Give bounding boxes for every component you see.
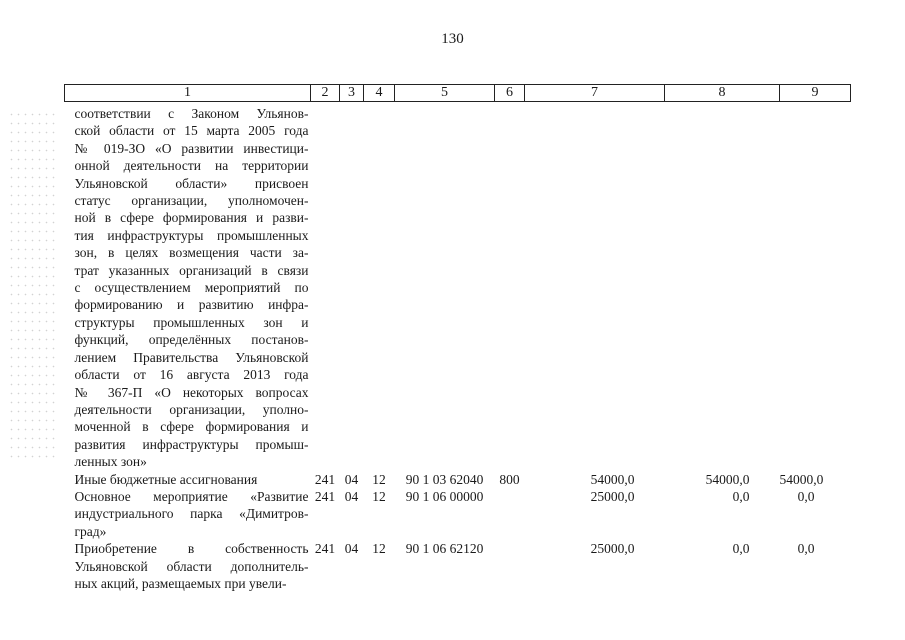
description-line: функций, определённых постанов- <box>74 332 309 348</box>
table-header <box>65 85 851 102</box>
cell-col-4: 12 <box>372 541 386 557</box>
description-line: с осуществлением мероприятий по <box>74 280 309 296</box>
description-line: онной деятельности на территории <box>74 158 309 174</box>
cell-col-7: 25000,0 <box>590 488 635 504</box>
cell-col-2 <box>311 102 340 471</box>
cell-col-3: 04 <box>344 471 359 487</box>
cell-col-4: 12 <box>372 488 386 504</box>
cell-col-9: 0,0 <box>797 488 815 504</box>
description-line: области от 16 августа 2013 года <box>74 367 309 383</box>
description-line: Ульяновской области дополнитель- <box>74 558 309 574</box>
description-line: град» <box>74 523 107 539</box>
cell-col-7: 54000,0 <box>590 471 635 487</box>
column-header-2: 2 <box>311 85 340 102</box>
cell-col-2: 241 <box>314 471 336 487</box>
cell-col-3: 04 <box>344 488 359 504</box>
column-header-6: 6 <box>495 85 525 102</box>
table-body <box>65 102 851 593</box>
cell-col-5: 90 1 03 62040 <box>405 471 484 487</box>
table-row <box>65 102 851 471</box>
column-header-7: 7 <box>525 85 665 102</box>
cell-col-3 <box>340 102 364 471</box>
description-line: трат указанных организаций в связи <box>74 262 309 278</box>
cell-col-8 <box>665 102 780 471</box>
description-line: структуры промышленных зон и <box>74 314 309 330</box>
description-line: Приобретение в собственность <box>74 541 309 557</box>
cell-col-6 <box>495 102 525 471</box>
row-description <box>65 540 311 592</box>
cell-col-9: 54000,0 <box>779 471 824 487</box>
cell-col-2: 241 <box>314 488 336 504</box>
cell-col-6 <box>495 540 525 592</box>
description-line: Иные бюджетные ассигнования <box>74 471 258 487</box>
cell-col-6 <box>495 488 525 540</box>
cell-col-8: 54000,0 <box>705 471 750 487</box>
description-line: соответствии с Законом Ульянов- <box>74 106 309 121</box>
description-line: тия инфраструктуры промышленных <box>74 227 309 243</box>
description-line: деятельности организации, уполно- <box>74 401 309 417</box>
description-line: индустриального парка «Димитров- <box>74 506 309 522</box>
row-description <box>65 488 311 540</box>
table-row <box>65 488 851 540</box>
table-row <box>65 471 851 488</box>
scan-noise <box>8 110 58 460</box>
cell-col-5: 90 1 06 62120 <box>405 541 484 557</box>
description-line: развития инфраструктуры промыш- <box>74 436 309 452</box>
cell-col-4 <box>364 102 395 471</box>
column-header-1: 1 <box>65 85 311 102</box>
budget-table <box>64 84 851 592</box>
column-header-9: 9 <box>780 85 851 102</box>
description-line: ной в сфере формирования и разви- <box>74 210 309 226</box>
column-header-8: 8 <box>665 85 780 102</box>
description-line: № 367-П «О некоторых вопросах <box>74 384 309 400</box>
column-header-5: 5 <box>395 85 495 102</box>
cell-col-7 <box>525 102 665 471</box>
cell-col-6: 800 <box>499 471 520 487</box>
description-line: ных акций, размещаемых при увели- <box>74 575 287 591</box>
cell-col-3: 04 <box>344 541 359 557</box>
description-line: зон, в целях возмещения части за- <box>74 245 309 261</box>
cell-col-5 <box>395 102 495 471</box>
description-line: № 019-ЗО «О развитии инвестици- <box>74 140 309 156</box>
description-line: ленных зон» <box>74 454 147 470</box>
row-description <box>65 471 311 488</box>
cell-col-8: 0,0 <box>732 541 750 557</box>
description-line: ской области от 15 марта 2005 года <box>74 123 309 139</box>
description-line: Ульяновской области» присвоен <box>74 175 309 191</box>
cell-col-9 <box>780 102 851 471</box>
column-header-3: 3 <box>340 85 364 102</box>
description-line: моченной в сфере формирования и <box>74 419 309 435</box>
row-description <box>65 102 311 471</box>
table-row <box>65 540 851 592</box>
cell-col-8: 0,0 <box>732 488 750 504</box>
cell-col-9: 0,0 <box>797 541 815 557</box>
cell-col-5: 90 1 06 00000 <box>405 488 484 504</box>
description-line: формированию и развитию инфра- <box>74 297 309 313</box>
description-line: лением Правительства Ульяновской <box>74 349 309 365</box>
cell-col-2: 241 <box>314 541 336 557</box>
cell-col-7: 25000,0 <box>590 541 635 557</box>
description-line: статус организации, уполномочен- <box>74 193 309 209</box>
page-number: 130 <box>441 31 464 47</box>
description-line: Основное мероприятие «Развитие <box>74 488 309 504</box>
cell-col-4: 12 <box>372 471 386 487</box>
column-header-4: 4 <box>364 85 395 102</box>
